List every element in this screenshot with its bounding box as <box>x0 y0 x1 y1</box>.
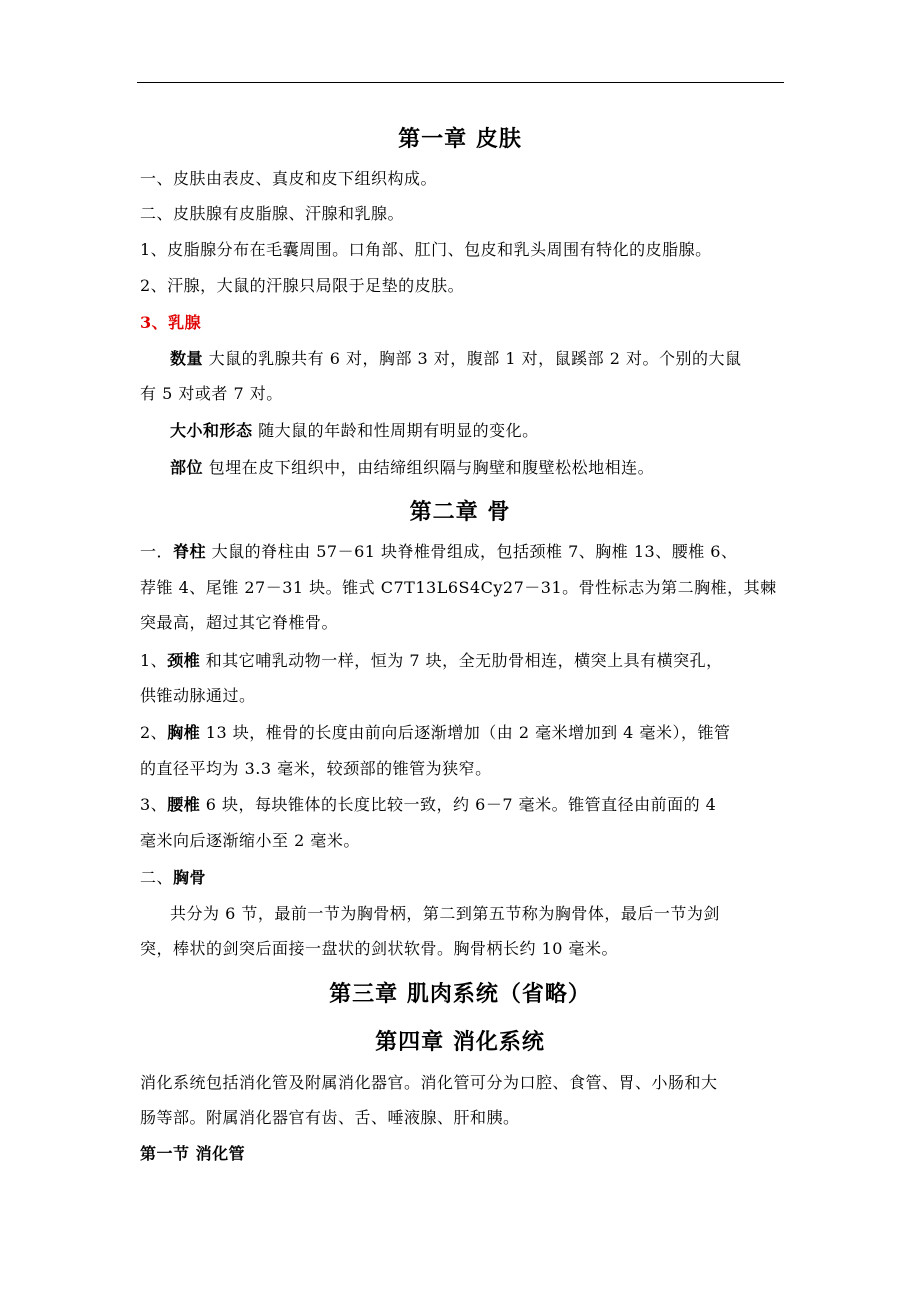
sternum-line-1: 共分为 6 节，最前一节为胸骨柄，第二到第五节称为胸骨体，最后一节为剑 <box>170 904 720 923</box>
thoracic-line-2: 的直径平均为 3.3 毫米，较颈部的锥管为狭窄。 <box>140 759 492 778</box>
quantity-text: 大鼠的乳腺共有 6 对，胸部 3 对，腹部 1 对，鼠蹊部 2 对。个别的大鼠 <box>203 349 742 368</box>
chapter1-paragraph-4: 2、汗腺，大鼠的汗腺只局限于足垫的皮肤。 <box>140 276 465 295</box>
location-text: 包埋在皮下组织中，由结缔组织隔与胸壁和腹壁松松地相连。 <box>203 458 655 477</box>
size-line <box>170 420 539 442</box>
spine-line-3: 突最高，超过其它脊椎骨。 <box>140 613 339 632</box>
quantity-line-2: 有 5 对或者 7 对。 <box>140 384 283 403</box>
sternum-label: 胸骨 <box>173 868 207 887</box>
quantity-line <box>170 348 742 370</box>
size-text: 随大鼠的年龄和性周期有明显的变化。 <box>252 421 539 440</box>
spine-label: 脊柱 <box>173 542 207 561</box>
chapter1-paragraph-2: 二、皮肤腺有皮脂腺、汗腺和乳腺。 <box>140 204 405 223</box>
size-label: 大小和形态 <box>170 421 253 440</box>
cervical-label: 颈椎 <box>167 651 201 670</box>
chapter1-paragraph-1: 一、皮肤由表皮、真皮和皮下组织构成。 <box>140 169 438 188</box>
sternum-heading <box>140 867 206 889</box>
lumbar-label: 腰椎 <box>167 795 201 814</box>
chapter4-paragraph-2: 肠等部。附属消化器官有齿、舌、唾液腺、肝和胰。 <box>140 1108 520 1127</box>
lumbar-prefix: 3、 <box>140 795 168 814</box>
cervical-line-1 <box>140 650 723 672</box>
thoracic-label: 胸椎 <box>167 723 201 742</box>
chapter1-paragraph-3: 1、皮脂腺分布在毛囊周围。口角部、肛门、包皮和乳头周围有特化的皮脂腺。 <box>140 240 712 259</box>
chapter2-title: 第二章 骨 <box>409 499 511 525</box>
section1-heading: 第一节 消化管 <box>140 1144 246 1163</box>
lumbar-line-1 <box>140 794 716 816</box>
cervical-prefix: 1、 <box>140 651 168 670</box>
thoracic-line-1 <box>140 722 730 744</box>
thoracic-prefix: 2、 <box>140 723 168 742</box>
header-rule <box>137 82 784 83</box>
lumbar-line-2: 毫米向后逐渐缩小至 2 毫米。 <box>140 831 360 850</box>
lumbar-text: 6 块，每块锥体的长度比较一致，约 6－7 毫米。锥管直径由前面的 4 <box>200 795 717 814</box>
quantity-label: 数量 <box>170 349 204 368</box>
chapter4-title: 第四章 消化系统 <box>375 1029 545 1055</box>
mammary-gland-heading: 3、乳腺 <box>140 313 202 332</box>
spine-text: 大鼠的脊柱由 57－61 块脊椎骨组成，包括颈椎 7、胸椎 13、腰椎 6、 <box>206 542 738 561</box>
sternum-prefix: 二、 <box>140 868 174 887</box>
location-label: 部位 <box>170 458 204 477</box>
thoracic-text: 13 块，椎骨的长度由前向后逐渐增加（由 2 毫米增加到 4 毫米），锥管 <box>200 723 731 742</box>
location-line <box>170 457 654 479</box>
spine-prefix: 一． <box>140 542 174 561</box>
chapter4-paragraph-1: 消化系统包括消化管及附属消化器官。消化管可分为口腔、食管、胃、小肠和大 <box>140 1073 718 1092</box>
spine-line-2: 荐锥 4、尾锥 27－31 块。锥式 C7T13L6S4Cy27－31。骨性标志为第二胸椎，其棘 <box>140 578 777 597</box>
sternum-line-2: 突，棒状的剑突后面接一盘状的剑状软骨。胸骨柄长约 10 毫米。 <box>140 939 619 958</box>
chapter3-title: 第三章 肌肉系统（省略） <box>329 981 591 1007</box>
chapter1-title: 第一章 皮肤 <box>398 126 522 152</box>
cervical-text: 和其它哺乳动物一样，恒为 7 块，全无肋骨相连，横突上具有横突孔， <box>200 651 723 670</box>
cervical-line-2: 供锥动脉通过。 <box>140 686 256 705</box>
spine-line-1 <box>140 541 738 563</box>
